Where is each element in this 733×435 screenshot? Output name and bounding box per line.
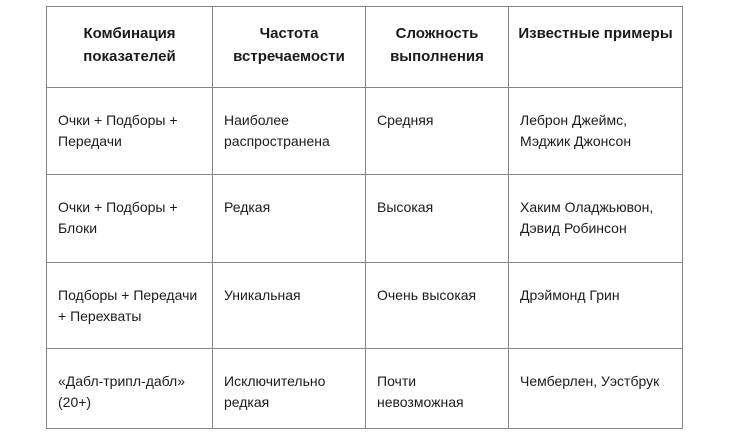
table-row [47,175,683,263]
column-header-difficulty: Сложность выполнения [366,7,509,88]
column-header-combination: Комбинация показателей [47,7,213,88]
cell-combination: Очки + Подборы + Блоки [47,175,213,263]
cell-examples: Дрэймонд Грин [509,263,683,349]
cell-frequency: Исключительно редкая [213,349,366,429]
table-row [47,88,683,175]
triple-double-combinations-table [46,6,683,429]
cell-frequency: Уникальная [213,263,366,349]
cell-combination: «Дабл-трипл-дабл» (20+) [47,349,213,429]
cell-difficulty: Очень высокая [366,263,509,349]
cell-frequency: Редкая [213,175,366,263]
cell-examples: Леброн Джеймс, Мэджик Джонсон [509,88,683,175]
cell-examples: Хаким Оладжьювон, Дэвид Робинсон [509,175,683,263]
cell-frequency: Наиболее распространена [213,88,366,175]
cell-difficulty: Почти невозможная [366,349,509,429]
column-header-frequency: Частота встречаемости [213,7,366,88]
column-header-examples: Известные примеры [509,7,683,88]
table-row [47,349,683,429]
header-row [47,7,683,88]
cell-difficulty: Высокая [366,175,509,263]
table-row [47,263,683,349]
cell-combination: Подборы + Передачи + Перехваты [47,263,213,349]
cell-difficulty: Средняя [366,88,509,175]
cell-examples: Чемберлен, Уэстбрук [509,349,683,429]
cell-combination: Очки + Подборы + Передачи [47,88,213,175]
